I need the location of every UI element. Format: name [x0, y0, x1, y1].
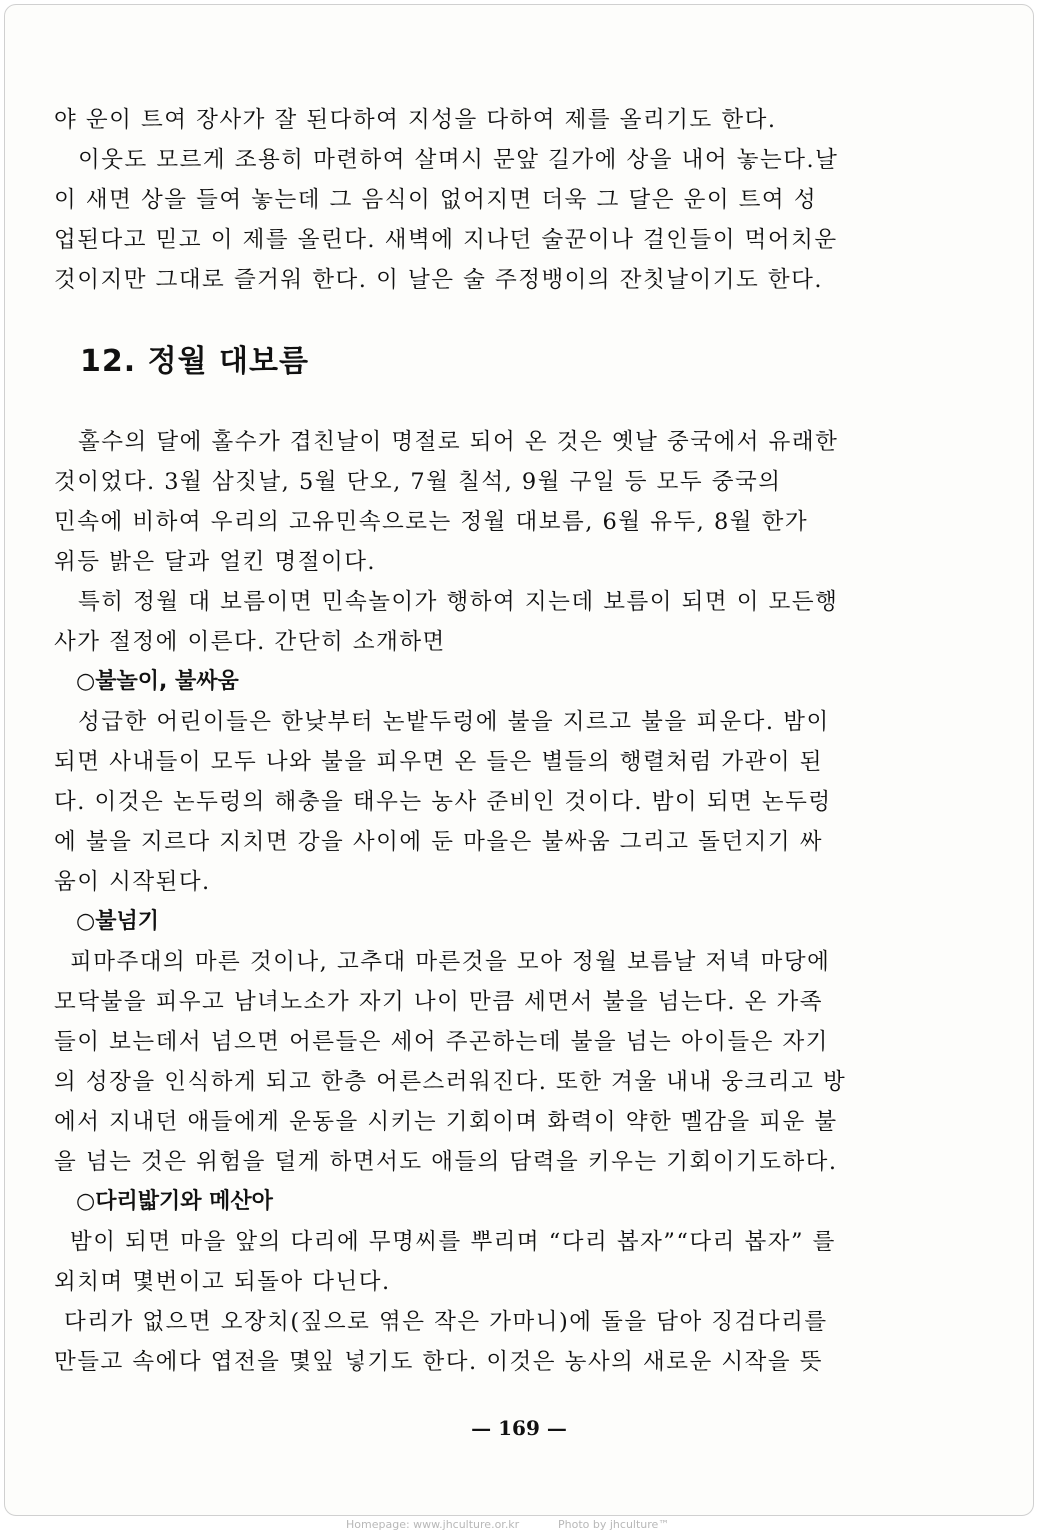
body-line: 에서 지내던 애들에게 운동을 시키는 기회이며 화력이 약한 멜감을 피운 불 [54, 1109, 838, 1135]
body-line: 밤이 되면 마을 앞의 다리에 무명씨를 뿌리며 “다리 봅자”“다리 봅자” 를 [70, 1229, 836, 1255]
body-line: 외치며 몇번이고 되돌아 다닌다. [54, 1269, 391, 1295]
body-line: 것이지만 그대로 즐거워 한다. 이 날은 술 주정뱅이의 잔칫날이기도 한다. [54, 267, 823, 293]
body-line: 이 새면 상을 들여 놓는데 그 음식이 없어지면 더욱 그 달은 운이 트여 성 [54, 187, 818, 213]
section-title: 12. 정월 대보름 [80, 344, 309, 379]
body-line: 야 운이 트여 장사가 잘 된다하여 지성을 다하여 제를 올리기도 한다. [54, 107, 777, 133]
body-line: 되면 사내들이 모두 나와 불을 피우면 온 들은 별들의 행렬처럼 가관이 된 [54, 749, 823, 775]
body-line: 다. 이것은 논두렁의 해충을 태우는 농사 준비인 것이다. 밤이 되면 논두렁 [54, 789, 832, 815]
subsection-title-bridge-walk: ○다리밟기와 메산아 [76, 1189, 273, 1214]
body-line: 성급한 어린이들은 한낮부터 논밭두렁에 불을 지르고 불을 피운다. 밤이 [78, 709, 830, 735]
subsection-title-fire-jump: ○불넘기 [76, 909, 159, 934]
body-line: 의 성장을 인식하게 되고 한층 어른스러워진다. 또한 겨울 내내 웅크리고 방 [54, 1069, 847, 1095]
page-number: — 169 — [471, 1416, 567, 1440]
body-line: 을 넘는 것은 위험을 덜게 하면서도 애들의 담력을 키우는 기회이기도하다. [54, 1149, 838, 1175]
body-line: 이웃도 모르게 조용히 마련하여 살며시 문앞 길가에 상을 내어 놓는다.날 [78, 147, 839, 173]
body-line: 다리가 없으면 오장치(짚으로 엮은 작은 가마니)에 돌을 담아 징검다리를 [64, 1309, 828, 1335]
body-line: 들이 보는데서 넘으면 어른들은 세어 주곤하는데 불을 넘는 아이들은 자기 [54, 1029, 829, 1055]
body-line: 특히 정월 대 보름이면 민속놀이가 행하여 지는데 보름이 되면 이 모든행 [78, 589, 839, 615]
body-line: 만들고 속에다 엽전을 몇잎 넣기도 한다. 이것은 농사의 새로운 시작을 뜻 [54, 1349, 823, 1375]
body-line: 사가 절정에 이른다. 간단히 소개하면 [54, 629, 446, 655]
body-line: 위등 밝은 달과 얼킨 명절이다. [54, 549, 377, 575]
body-line: 민속에 비하여 우리의 고유민속으로는 정월 대보름, 6월 유두, 8월 한가 [54, 509, 809, 535]
subsection-title-fire-play: ○불놀이, 불싸움 [76, 669, 239, 694]
body-line: 것이었다. 3월 삼짓날, 5월 단오, 7월 칠석, 9월 구일 등 모두 중국의 [54, 469, 782, 495]
body-line: 움이 시작된다. [54, 869, 211, 895]
footer [0, 1517, 1038, 1534]
body-line: 모닥불을 피우고 남녀노소가 자기 나이 만큼 세면서 불을 넘는다. 온 가족 [54, 989, 823, 1015]
body-line: 홀수의 달에 홀수가 겹친날이 명절로 되어 온 것은 옛날 중국에서 유래한 [78, 429, 839, 455]
footer-photo-credit: Photo by jhculture™ [558, 1518, 670, 1531]
body-line: 피마주대의 마른 것이나, 고추대 마른것을 모아 정월 보름날 저녁 마당에 [70, 949, 831, 975]
footer-homepage-link[interactable]: Homepage: www.jhculture.or.kr [346, 1518, 520, 1531]
body-line: 에 불을 지르다 지치면 강을 사이에 둔 마을은 불싸움 그리고 돌던지기 싸 [54, 829, 823, 855]
body-line: 업된다고 믿고 이 제를 올린다. 새벽에 지나던 술꾼이나 걸인들이 먹어치운 [54, 227, 838, 253]
